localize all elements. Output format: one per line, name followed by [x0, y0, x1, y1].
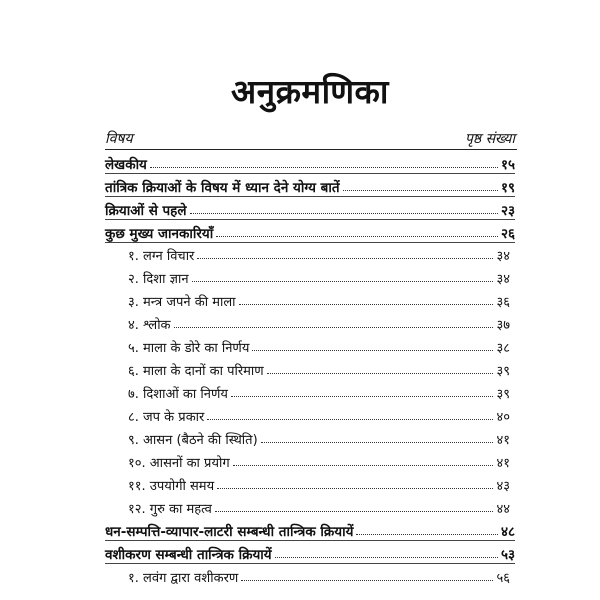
toc-entry-main: [105, 541, 515, 563]
dot-leader: [174, 327, 494, 328]
toc-entry-sub: [128, 288, 510, 310]
toc-entry-sub: [128, 311, 510, 333]
dot-leader: [216, 236, 498, 237]
toc-entry-page-number: ३९: [496, 387, 510, 402]
toc-entry-sub: [128, 265, 510, 287]
toc-entry-sub: [128, 449, 510, 471]
toc-entry-sub: [128, 380, 510, 402]
dot-leader: [252, 350, 493, 351]
toc-entry-title: ५. माला के डोरे का निर्णय: [128, 341, 250, 356]
toc-entry-page-number: २३: [500, 203, 515, 219]
dot-leader: [241, 580, 493, 581]
toc-entry-page-number: ३४: [496, 249, 510, 264]
toc-entry-title: २. दिशा ज्ञान: [128, 272, 189, 287]
toc-page: [100, 0, 520, 600]
dot-leader: [261, 442, 494, 443]
dot-leader: [150, 167, 498, 168]
toc-entry-sub: [128, 334, 510, 356]
toc-entry-page-number: ४४: [496, 502, 510, 517]
toc-entry-title: १. लवंग द्वारा वशीकरण: [128, 571, 239, 586]
toc-entry-sub: [128, 242, 510, 264]
dot-leader: [190, 213, 498, 214]
dot-leader: [231, 396, 494, 397]
dot-leader: [207, 419, 493, 420]
toc-entry-sub: [128, 357, 510, 379]
toc-entry-title: १२. गुरु का महत्व: [128, 502, 212, 517]
toc-entry-title: वशीकरण सम्बन्धी तान्त्रिक क्रियायें: [105, 547, 272, 563]
toc-entry-main: [105, 174, 515, 196]
toc-entry-page-number: ३८: [496, 341, 510, 356]
dot-leader: [356, 534, 498, 535]
dot-leader: [197, 258, 493, 259]
column-headers: [105, 129, 515, 148]
dot-leader: [215, 511, 494, 512]
toc-entry-main: [105, 518, 515, 540]
toc-entry-title: तांत्रिक क्रियाओं के विषय में ध्यान देने योग्य बातें: [105, 180, 340, 196]
toc-entry-title: ८. जप के प्रकार: [128, 410, 205, 425]
toc-entry-page-number: ४१: [496, 456, 510, 471]
subject-column-header: विषय: [105, 131, 133, 147]
toc-entry-main: [105, 151, 515, 173]
toc-entry-sub: [128, 403, 510, 425]
toc-entry-page-number: ३९: [496, 364, 510, 379]
toc-entry-sub: [128, 472, 510, 494]
toc-entry-title: कुछ मुख्य जानकारियाँ: [105, 226, 214, 242]
header-rule: [105, 149, 517, 150]
dot-leader: [239, 304, 494, 305]
toc-entry-main: [105, 197, 515, 219]
dot-leader: [217, 488, 493, 489]
toc-entry-page-number: ३४: [496, 272, 510, 287]
toc-entry-page-number: ४८: [500, 524, 515, 540]
toc-entry-title: लेखकीय: [105, 157, 147, 173]
toc-entry-title: ४. श्लोक: [128, 318, 171, 333]
toc-entry-title: ११. उपयोगी समय: [128, 479, 215, 494]
toc-entry-title: ६. माला के दानों का परिमाण: [128, 364, 264, 379]
toc-entry-page-number: ४०: [496, 410, 510, 425]
toc-entry-page-number: ५६: [496, 571, 510, 586]
toc-entry-title: धन-सम्पत्ति-व्यापार-लाटरी सम्बन्धी तान्त्रिक क्रियायें: [105, 524, 354, 540]
toc-entry-page-number: ३६: [496, 295, 510, 310]
toc-entry-page-number: ५३: [500, 547, 515, 563]
toc-entry-title: क्रियाओं से पहले: [105, 203, 187, 219]
toc-entry-page-number: ४१: [496, 433, 510, 448]
toc-entry-page-number: १९: [500, 180, 515, 196]
page-number-column-header: पृष्ठ संख्या: [464, 131, 515, 147]
dot-leader: [275, 557, 498, 558]
toc-entry-page-number: ३७: [496, 318, 510, 333]
toc-entry-page-number: २६: [500, 226, 515, 242]
toc-entry-sub: [128, 495, 510, 517]
dot-leader: [192, 281, 494, 282]
toc-entry-title: १. लग्न विचार: [128, 249, 195, 264]
toc-entry-title: ३. मन्त्र जपने की माला: [128, 295, 236, 310]
toc-entry-sub: [128, 426, 510, 448]
toc-entry-title: ७. दिशाओं का निर्णय: [128, 387, 228, 402]
toc-entry-page-number: १५: [500, 157, 515, 173]
dot-leader: [267, 373, 494, 374]
dot-leader: [343, 190, 498, 191]
toc-entry-title: १०. आसनों का प्रयोग: [128, 456, 230, 471]
dot-leader: [233, 465, 494, 466]
toc-entry-main: [105, 220, 515, 242]
toc-entry-page-number: ४३: [496, 479, 510, 494]
page-title: अनुक्रमणिका: [231, 72, 389, 111]
toc-entry-title: ९. आसन (बैठने की स्थिति): [128, 433, 258, 448]
toc-entry-sub: [128, 564, 510, 586]
